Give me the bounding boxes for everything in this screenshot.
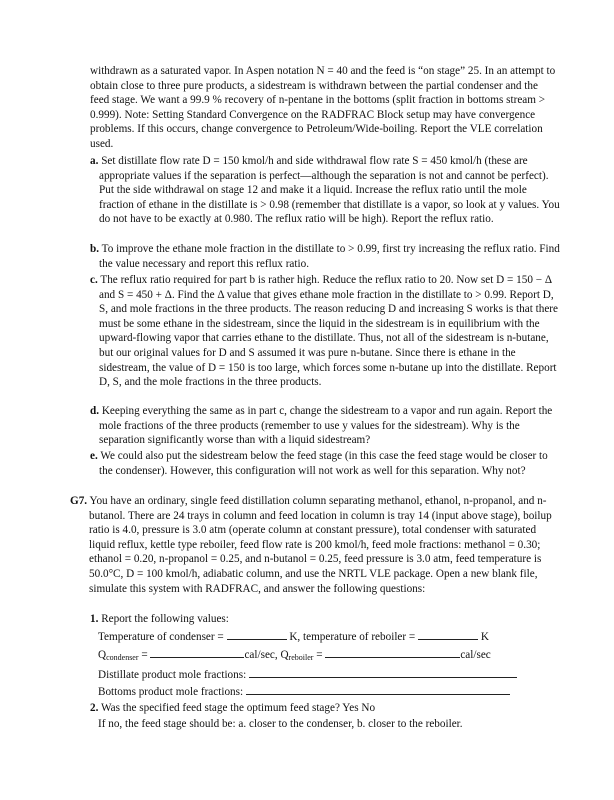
heat-duty-line: $Q_{condenser} = cal/\sec$, $Q_{reboiler} = cal/\sec$ [98, 649, 491, 662]
list-item-d [90, 404, 560, 448]
problem-g7 [70, 494, 560, 596]
list-item-b [90, 242, 560, 271]
temp-unit: K [480, 631, 489, 643]
q-reboiler-label: cal/sec, $Q_{reboiler}$ [244, 649, 314, 662]
temp-condenser-label: Temperature of condenser = [98, 631, 224, 643]
item-text: We could also put the sidestream below the feed stage (in this case the feed stage would be closer to the condenser). However, this configuration will not work as well for this separation. Why not? [99, 450, 548, 477]
item-label: c. [90, 274, 98, 286]
q-reboiler-blank[interactable] [325, 647, 460, 658]
q-unit: cal/sec [460, 649, 491, 661]
question-1 [90, 612, 560, 627]
question-text: Report the following values: [101, 613, 229, 625]
list-item-e [90, 449, 560, 478]
item-text: Keeping everything the same as in part c, change the sidestream to a vapor and run again. Report the mole fractions of the three products (remember to use y values for the sidestream). Why is the separation significantly worse than with a liquid sidestream? [99, 405, 553, 447]
list-item-a [90, 154, 560, 227]
question-text: Was the specified feed stage the optimum feed stage? Yes No [101, 702, 376, 714]
item-label: a. [90, 155, 99, 167]
intro-text: withdrawn as a saturated vapor. In Aspen notation N = 40 and the feed is “on stage” 25. In an attempt to obtain close to three pure products, a sidestream is withdrawn between the partial condenser and the feed stage. We want a 99.9 % recovery of n-pentane in the bottoms (split fraction in bottoms stream > 0.999). Note: Setting Standard Convergence on the RADFRAC Block setup may have convergence problems. If this occurs, change convergence to Petroleum/Wide-boiling. Report the VLE correlation used. [90, 65, 556, 150]
item-label: e. [90, 450, 98, 462]
problem-label: G7. [70, 495, 88, 507]
temp-reboiler-label: K, temperature of reboiler = [289, 631, 416, 643]
q-condenser-label: $Q_{condenser}$ = [98, 649, 148, 662]
distillate-line [98, 667, 558, 683]
bottoms-blank[interactable] [246, 684, 510, 695]
item-text: To improve the ethane mole fraction in the distillate to > 0.99, first try increasing the reflux ratio. Find the value necessary and report this reflux ratio. [99, 243, 560, 270]
item-label: b. [90, 243, 100, 255]
temperature-line [98, 629, 558, 645]
question-2-followup [98, 717, 558, 732]
bottoms-label: Bottoms product mole fractions: [98, 686, 244, 698]
temp-condenser-blank[interactable] [227, 629, 287, 640]
list-item-c [90, 273, 560, 390]
distillate-blank[interactable] [249, 667, 517, 678]
question-label: 2. [90, 702, 99, 714]
temp-reboiler-blank[interactable] [418, 629, 478, 640]
question-2 [90, 701, 560, 716]
problem-text: You have an ordinary, single feed distillation column separating methanol, ethanol, n-propanol, and n-butanol. There are 24 trays in column and feed location in column is tray 14 (input above stage), boilup ratio is 4.0, pressure is 3.0 atm (operate column at constant pressure), total condenser with saturated liquid reflux, kettle type reboiler, feed flow rate is 200 kmol/h, feed mole fractions: methanol = 0.30; ethanol = 0.20, n-propanol = 0.25, and n-butanol = 0.25, feed pressure is 3.0 atm, feed temperature is 50.0°C, D = 100 kmol/h, adiabatic column, and use the NRTL VLE package. Open a new blank file, simulate this system with RADFRAC, and answer the following questions: [89, 495, 552, 595]
bottoms-line [98, 684, 558, 700]
followup-text: If no, the feed stage should be: a. closer to the condenser, b. closer to the reboiler. [98, 718, 463, 730]
item-text: Set distillate flow rate D = 150 kmol/h and side withdrawal flow rate S = 450 kmol/h (these are appropriate values if the separation is perfect—although the separation is not and cannot be perfect). Put the side withdrawal on stage 12 and make it a liquid. Increase the reflux ratio until the mole fraction of ethane in the distillate is > 0.98 (remember that distillate is a vapor, so look at y values. You do not have to be exactly at 0.980. The reflux ratio will be high). Report the reflux ratio. [99, 155, 560, 226]
item-text: The reflux ratio required for part b is rather high. Reduce the reflux ratio to 20. Now set D = 150 − Δ and S = 450 + Δ. Find the Δ value that gives ethane mole fraction in the distillate to > 0.99. Report D, S, and mole fractions in the three products. The reason reducing D and increasing S works is that there must be some ethane in the sidestream, since the liquid in the sidestream is in equilibrium with the upward-flowing vapor that carries ethane to the distillate. Thus, not all of the sidestream is n-butane, but our original values for D and S assumed it was pure n-butane. Since there is ethane in the sidestream, the value of D = 150 is too large, which forces some n-butane up into the distillate. Report D, S, and the mole fractions in the three products. [99, 274, 558, 389]
q-condenser-blank[interactable] [150, 647, 244, 658]
item-label: d. [90, 405, 100, 417]
intro-paragraph [90, 64, 558, 152]
question-label: 1. [90, 613, 99, 625]
distillate-label: Distillate product mole fractions: [98, 669, 247, 681]
